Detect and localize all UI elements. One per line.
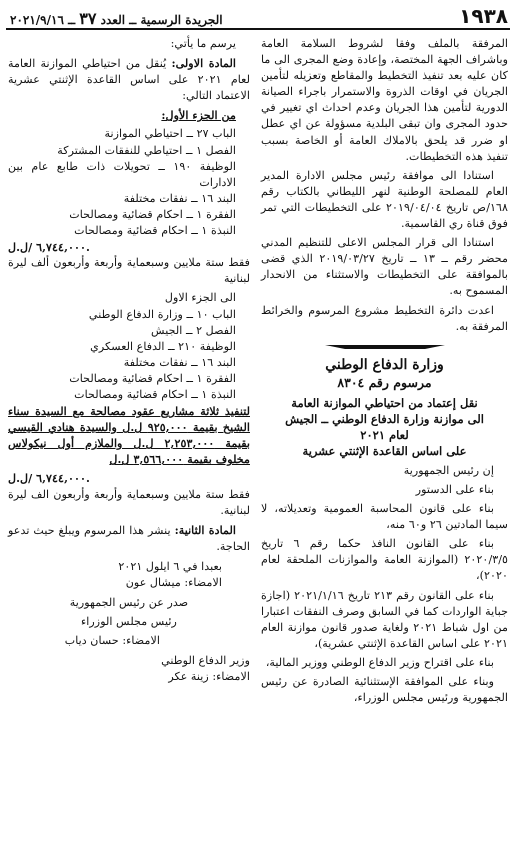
section-divider bbox=[261, 345, 508, 349]
decree-intro: يرسم ما يأتي: bbox=[170, 37, 236, 50]
basis-line: بناء على القانون النافذ حكما رقم ٦ تاريخ ٢٠٢٠/٣/٥ (الموازنة العامة والموازنات الملحقة لعام ٢٠٢٠)، bbox=[261, 537, 508, 583]
budget-line: النبذة ١ ــ احكام قضائية ومصالحات bbox=[74, 224, 236, 238]
signature-president: الامضاء: ميشال عون bbox=[125, 576, 222, 589]
decree-subject bbox=[261, 395, 508, 459]
basis-line: بناء على قانون المحاسبة العمومية وتعديلاته، لا سيما المادتين ٢٦ و٦٠ منه، bbox=[261, 502, 508, 532]
amount-value: ٦,٧٤٤,٠٠٠ /ل.ل. bbox=[8, 471, 90, 486]
running-head bbox=[10, 9, 223, 28]
decree-number: مرسوم رقم ٨٣٠٤ bbox=[337, 374, 432, 390]
minister-title: وزير الدفاع الوطني bbox=[161, 654, 250, 668]
budget-line: الباب ١٠ ــ وزارة الدفاع الوطني bbox=[88, 307, 236, 321]
signature-pm: الامضاء: حسان دياب bbox=[64, 634, 160, 648]
transfer-purpose bbox=[8, 403, 250, 467]
basis-line: بناء على الدستور bbox=[415, 482, 494, 496]
amount bbox=[8, 239, 250, 255]
issued-by: صدر عن رئيس الجمهورية bbox=[69, 596, 189, 610]
budget-line: الفقرة ١ ــ احكام قضائية ومصالحات bbox=[69, 371, 236, 385]
subject-line: على اساس القاعدة الإثنتي عشرية bbox=[302, 443, 467, 458]
budget-line: الوظيفة ١٩٠ ــ تحويلات ذات طابع عام بين الادارات bbox=[8, 159, 236, 189]
running-head-pre: الجريدة الرسمية ــ العدد bbox=[96, 13, 223, 27]
president-line: إن رئيس الجمهورية bbox=[403, 463, 494, 477]
signing-date: بعبدا في ٦ ايلول ٢٠٢١ bbox=[118, 559, 222, 573]
paragraph: استنادا الى قرار المجلس الاعلى للتنظيم المدني محضر رقم ــ ١٣ ــ تاريخ ٢٠١٩/٠٣/٢٧ الذي قضى بالموافقة على التخطيطات والاستثناء من الانحدار المسموح به. bbox=[261, 236, 508, 298]
article-2 bbox=[8, 522, 250, 555]
subject-line: لعام ٢٠٢١ bbox=[360, 427, 409, 442]
budget-line: الفقرة ١ ــ احكام قضائية ومصالحات bbox=[69, 207, 236, 221]
budget-line: البند ١٦ ــ نفقات مختلفة bbox=[123, 355, 236, 369]
subject-line: الى موازنة وزارة الدفاع الوطني ــ الجيش bbox=[285, 411, 484, 426]
signature-minister: الامضاء: زينة عكر bbox=[168, 670, 250, 684]
article-1-label: المادة الاولى: bbox=[171, 56, 237, 71]
part-2-heading: الى الجزء الاول bbox=[164, 291, 236, 305]
paragraph: استنادا الى موافقة رئيس مجلس الادارة المدير العام للمصلحة الوطنية لنهر الليطاني بالكتاب رقم ١٦٨/ص تاريخ ٢٠١٩/٠٤/٠٤ على التخطيطات التي تمر فوق قناة ري القاسمية. bbox=[261, 168, 509, 231]
budget-line: الفصل ١ ــ احتياطي للنفقات المشتركة bbox=[57, 143, 236, 157]
subject-line: نقل إعتماد من احتياطي الموازنة العامة bbox=[291, 395, 478, 410]
purpose-text: لتنفيذ ثلاثة مشاريع عقود مصالحة مع السيدة سناء الشيخ بقيمة ٩٢٥,٠٠٠ ل.ل والسيدة هنادي القيسي بقيمة ٢,٢٥٣,٠٠٠ ل.ل والملازم أول نيكولاس مخلوف بقيمة ٣,٥٦٦,٠٠٠ ل.ل bbox=[8, 404, 250, 467]
ministry-title: وزارة الدفاع الوطني bbox=[325, 356, 444, 373]
pm-title: رئيس مجلس الوزراء bbox=[81, 615, 177, 629]
amount-in-words: فقط ستة ملايين وسبعماية وأربعة وأربعون الف ليرة لبنانية. bbox=[8, 487, 250, 517]
paragraph: اعدت دائرة التخطيط مشروع المرسوم والخرائط المرفقة به. bbox=[261, 303, 508, 333]
running-head-post: ــ ٢٠٢١/٩/١٦ bbox=[10, 13, 80, 27]
amount-in-words: فقط ستة ملايين وسبعماية وأربعة وأربعون ألف ليرة لبنانية bbox=[8, 256, 250, 286]
page-number: ١٩٣٨ bbox=[459, 4, 508, 28]
budget-line: الفصل ٢ ــ الجيش bbox=[151, 323, 236, 337]
budget-line: البند ١٦ ــ نفقات مختلفة bbox=[123, 191, 236, 205]
amount bbox=[8, 470, 250, 486]
part-1-heading: من الجزء الأول: bbox=[161, 108, 236, 123]
article-1-text: يُنقل من احتياطي الموازنة العامة لعام ٢٠٢١ على اساس القاعدة الإثنتي عشرية الاعتماد التالي: bbox=[8, 57, 250, 103]
budget-line: الوظيفة ٢١٠ ــ الدفاع العسكري bbox=[90, 339, 236, 353]
issue-number: ٣٧ bbox=[79, 9, 97, 28]
basis-line: وبناء على الموافقة الإستثنائية الصادرة عن رئيس الجمهورية ورئيس مجلس الوزراء، bbox=[261, 675, 508, 705]
article-2-label: المادة الثانية: bbox=[174, 522, 236, 537]
budget-line: النبذة ١ ــ احكام قضائية ومصالحات bbox=[74, 387, 236, 401]
page-header bbox=[6, 4, 510, 30]
basis-line: بناء على القانون رقم ٢١٣ تاريخ ٢٠٢١/١/١٦ (اجازة جباية الواردات كما في السابق وصرف النفقات اعتبارا من اول شباط ٢٠٢١ ولغاية صدور قانون موازنة العام ٢٠٢١ على اساس القاعدة الإثنتي عشرية)، bbox=[261, 588, 508, 650]
left-column bbox=[8, 36, 250, 686]
paragraph: المرفقة بالملف وفقا لشروط السلامة العامة وباشراف الجهة المختصة، وإعادة وضع المجرى الى ما كان عليه بعد تنفيذ التخطيط والمقاطع وتعزيله لتأمين الجريان في اوقات الذروة والاستمرار باجراء الصيانة الدورية لتأمين هذا الجريان وعدم احداث اي تغيير في حدود المجرى وان تبقى البلدية مسؤولة عن اي عطل او ضرر قد يلحق بالاملاك العامة أو الخاصة بسبب تنفيذ هذه التخطيطات. bbox=[261, 37, 508, 163]
amount-value: ٦,٧٤٤,٠٠٠ /ل.ل. bbox=[8, 240, 90, 255]
article-1 bbox=[8, 55, 250, 104]
budget-line: الباب ٢٧ ــ احتياطي الموازنة bbox=[104, 127, 236, 141]
basis-line: بناء على اقتراح وزير الدفاع الوطني ووزير المالية، bbox=[265, 655, 494, 669]
article-2-text: ينشر هذا المرسوم ويبلغ حيث تدعو الحاجة. bbox=[8, 523, 250, 553]
right-column bbox=[261, 36, 508, 709]
